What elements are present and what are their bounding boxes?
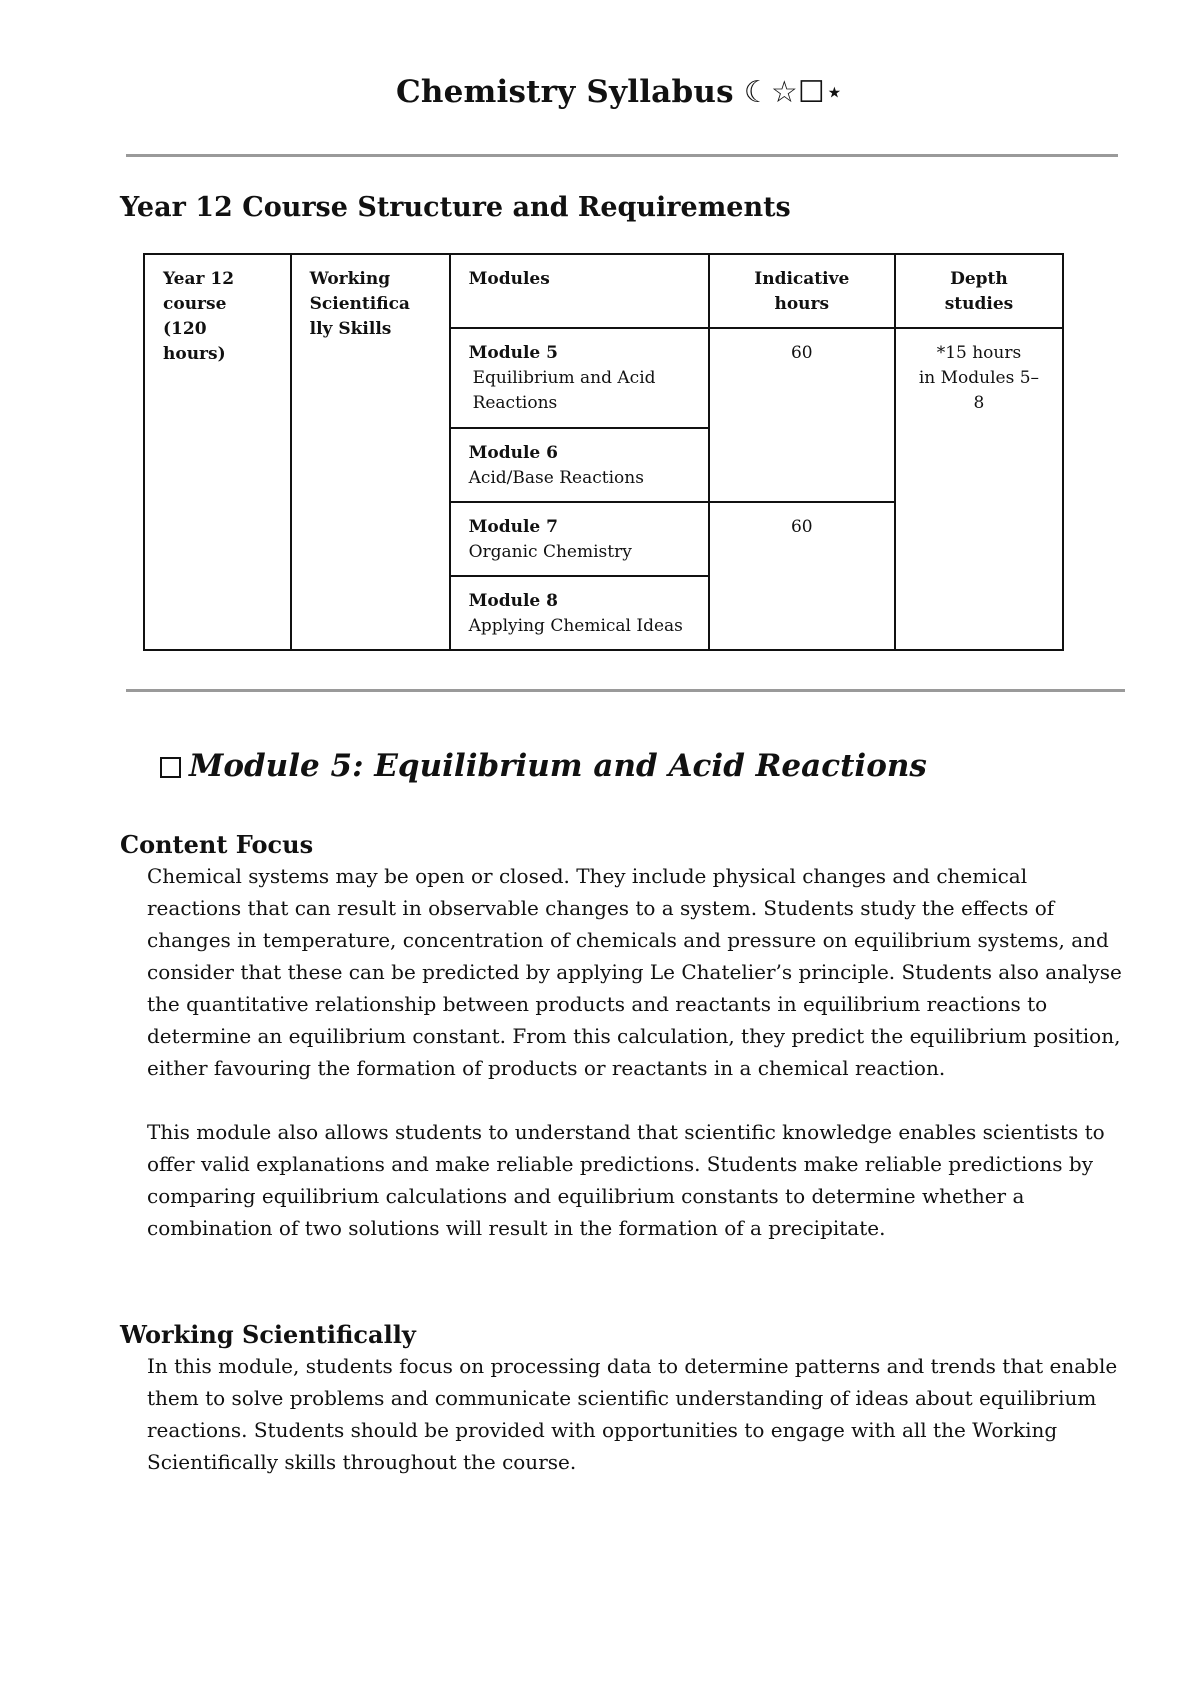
module-heading-text: Module 5: Equilibrium and Acid Reactions: [189, 748, 927, 784]
content-focus-paragraph-2: This module also allows students to understand that scientific knowledge enables scientists to offer valid explanations and make reliable predictions. Students make reliable predictions by comparing equilibrium calculations and equilibrium constants to determine whether a combination of two solutions will result in the formation of a precipitate.: [147, 1120, 1105, 1240]
hours-cell: 60: [709, 502, 895, 650]
module-cell: Module 7 Organic Chemistry: [450, 502, 709, 576]
divider-top: [126, 154, 1118, 157]
divider-middle: [126, 689, 1125, 692]
course-structure-table: [143, 253, 1064, 651]
header-modules: Modules: [450, 254, 709, 328]
page-title: [0, 74, 1200, 110]
working-scientifically-heading: Working Scientifically: [120, 1320, 416, 1349]
depth-studies-cell: *15 hours in Modules 5–8: [895, 328, 1063, 650]
working-scientifically-paragraph: In this module, students focus on processing data to determine patterns and trends that enable them to solve problems and communicate scientific understanding of ideas about equilibrium reactions. Students should be provided with opportunities to engage with all the Working Scientifically skills throughout the course.: [147, 1354, 1118, 1474]
table-row: [144, 254, 1063, 328]
module-heading: [160, 748, 927, 784]
module-cell: Module 8 Applying Chemical Ideas: [450, 576, 709, 650]
title-symbols: ☾☆☐⋆: [743, 75, 844, 110]
checkbox-icon: [160, 757, 181, 778]
header-indicative-hours: Indicative hours: [709, 254, 895, 328]
skills-cell: Working Scientifica lly Skills: [291, 254, 450, 650]
hours-cell: 60: [709, 328, 895, 502]
module-cell: Module 5 Equilibrium and Acid Reactions: [450, 328, 709, 428]
content-focus-heading: Content Focus: [120, 830, 314, 859]
module-cell: Module 6 Acid/Base Reactions: [450, 428, 709, 502]
course-cell: Year 12 course (120 hours): [144, 254, 291, 650]
content-focus-paragraph-1: Chemical systems may be open or closed. They include physical changes and chemical reactions that can result in observable changes to a system. Students study the effects of changes in temperature, concentration of chemicals and pressure on equilibrium systems, and consider that these can be predicted by applying Le Chatelier’s principle. Students also analyse the quantitative relationship between products and reactants in equilibrium reactions to determine an equilibrium constant. From this calculation, they predict the equilibrium position, either favouring the formation of products or reactants in a chemical reaction.: [147, 864, 1122, 1080]
title-text: Chemistry Syllabus: [396, 74, 734, 110]
header-depth-studies: Depth studies: [895, 254, 1063, 328]
section-subtitle: Year 12 Course Structure and Requirements: [120, 192, 791, 223]
